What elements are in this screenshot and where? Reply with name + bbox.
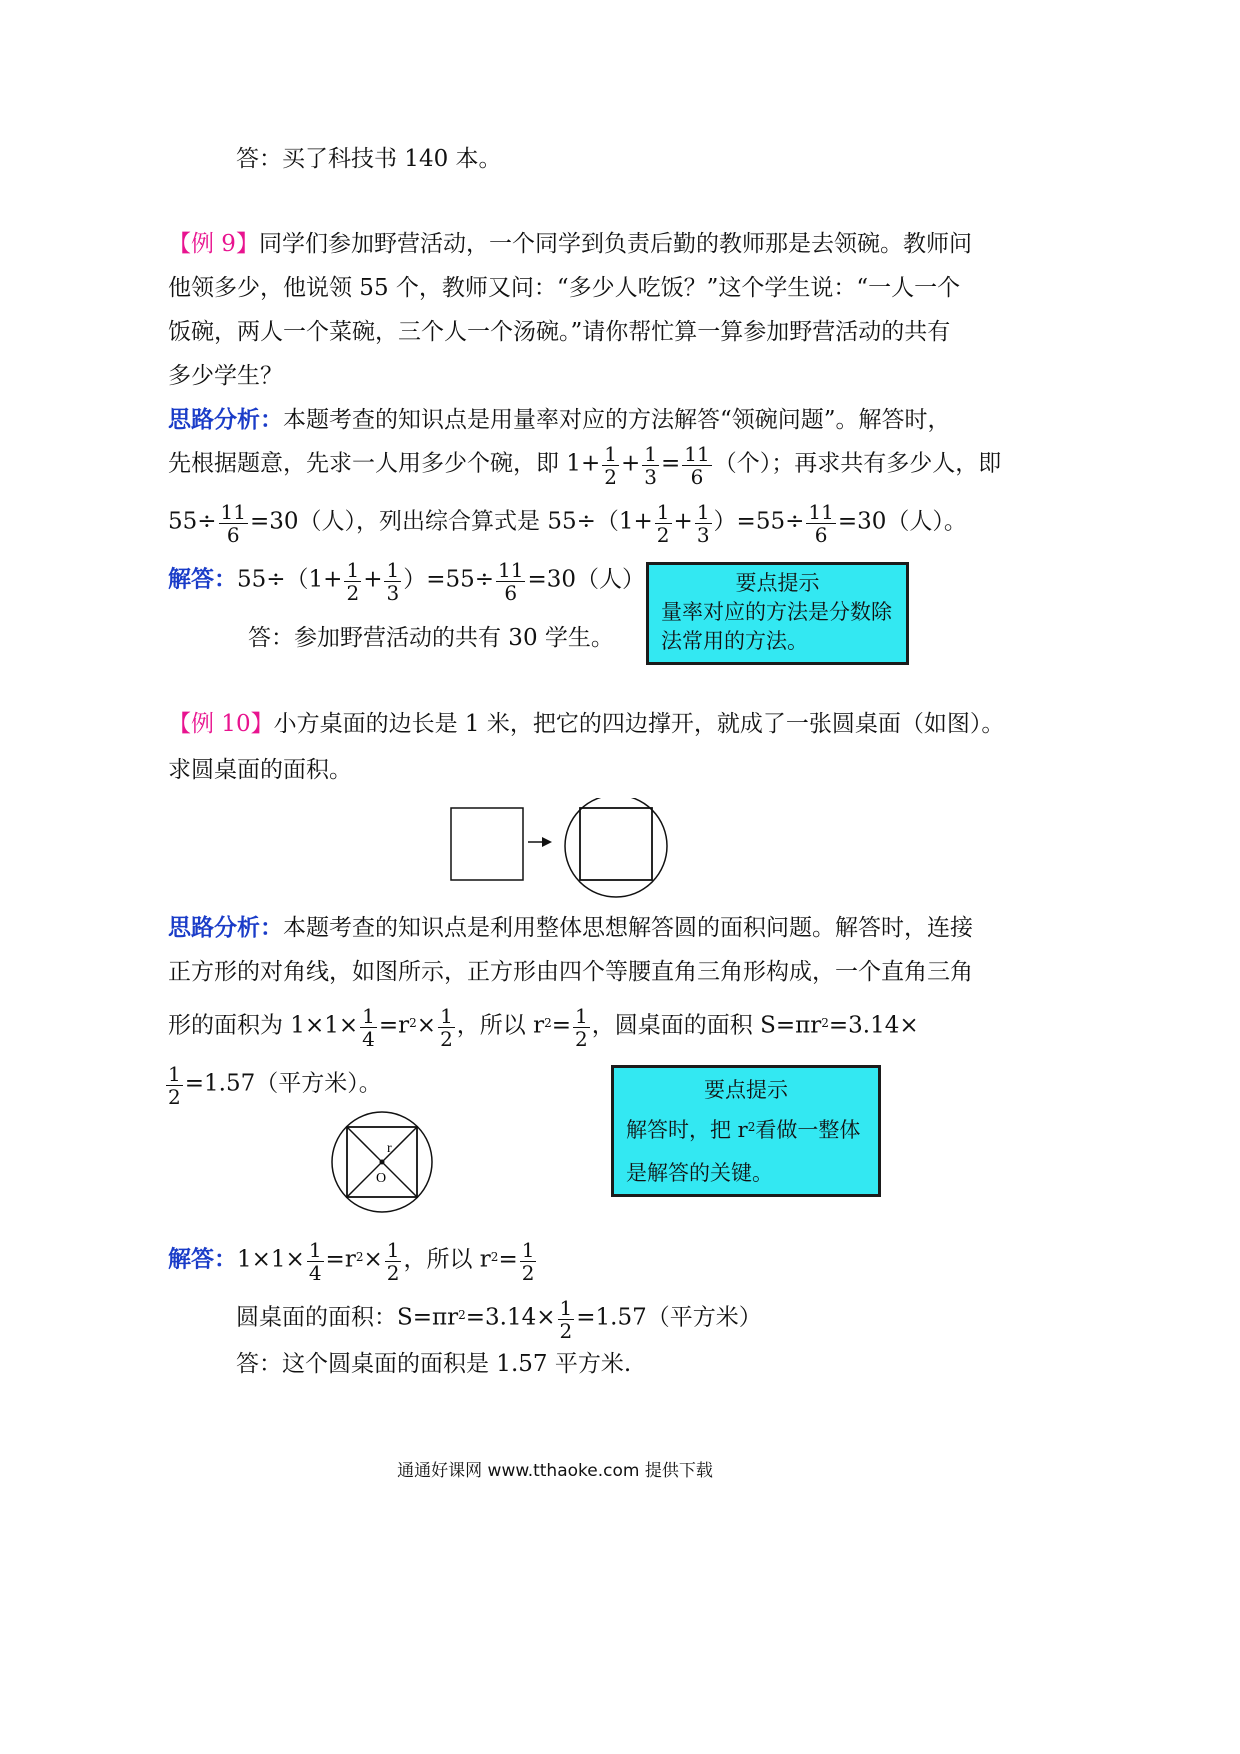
fraction-one-half: $\frac{1}{2}$	[168, 1062, 181, 1109]
analysis-text: 本题考查的知识点是用量率对应的方法解答“领碗问题”。解答时，	[283, 407, 951, 433]
example-10-analysis-2: 正方形的对角线，如图所示，正方形由四个等腰直角三角形构成，一个直角三角	[168, 959, 973, 985]
circle-diagonal-figure	[326, 1106, 438, 1218]
example-9-final-answer: 答：参加野营活动的共有 30 学生。	[248, 625, 614, 651]
example-10-text-1: 小方桌面的边长是 1 米，把它的四边撑开，就成了一张圆桌面（如图）。	[273, 711, 1005, 737]
fraction-one-quarter: $\frac{1}{4}$	[362, 1004, 375, 1051]
example-9-analysis-3: 55÷ $\frac{11}{6}$ =30（人），列出综合算式是 55÷（1+ $\frac{1}{2}$ + $\frac{1}{3}$ ）=55÷ $\frac{11}{6}$ =30（人）。	[168, 500, 967, 547]
fraction-one-third: $\frac{1}{3}$	[696, 500, 710, 547]
analysis-label: 思路分析：	[168, 914, 283, 941]
example-9-analysis-2: 先根据题意，先求一人用多少个碗，即 1+ $\frac{1}{2}$ + $\frac{1}{3}$ = $\frac{11}{6}$ （个）；再求共有多少人，即	[168, 442, 1002, 489]
example-10-analysis-1	[168, 914, 973, 942]
example-10-analysis-3: 形的面积为 1×1× $\frac{1}{4}$ $=r^2\times$ $\frac{1}{2}$ ，所以 $r^2=$ $\frac{1}{2}$ ，圆桌面的面积 $S=\pi r^2=3.14\times$	[168, 1004, 919, 1051]
solution-label: 解答：	[168, 565, 237, 593]
fraction-one-half: $\frac{1}{2}$	[575, 1004, 588, 1051]
tip-body: 是解答的关键。	[626, 1161, 773, 1185]
example-10-solution-2: 圆桌面的面积：$S=\pi r^2=3.14\times$ $\frac{1}{2}$ =1.57（平方米）	[236, 1296, 762, 1343]
fraction-one-half: $\frac{1}{2}$	[440, 1004, 453, 1051]
analysis-text: 本题考查的知识点是利用整体思想解答圆的面积问题。解答时，连接	[283, 915, 973, 941]
inscribed-square	[580, 808, 652, 880]
center-label: O	[376, 1171, 387, 1186]
fraction-eleven-sixths: $\frac{11}{6}$	[498, 558, 524, 605]
fraction-one-third: $\frac{1}{3}$	[644, 442, 657, 489]
fraction-eleven-sixths: $\frac{11}{6}$	[220, 500, 246, 547]
example-9-line-4: 多少学生？	[168, 363, 283, 389]
example-10-final-answer: 答：这个圆桌面的面积是 1.57 平方米.	[236, 1351, 632, 1377]
fraction-one-half: $\frac{1}{2}$	[346, 558, 360, 605]
radius-label: r	[387, 1141, 392, 1156]
analysis-text: 先根据题意，先求一人用多少个碗，即 1+	[168, 450, 601, 477]
example-9-analysis-1	[168, 406, 951, 434]
example-9-solution: 解答：55÷（1+ $\frac{1}{2}$ + $\frac{1}{3}$ ）=55÷ $\frac{11}{6}$ =30（人）	[168, 558, 646, 605]
fraction-one-third: $\frac{1}{3}$	[386, 558, 400, 605]
square-shape	[451, 808, 523, 880]
answer-8: 答：买了科技书 140 本。	[236, 146, 502, 172]
example-9-text-1: 同学们参加野营活动，一个同学到负责后勤的教师那是去领碗。教师问	[258, 231, 972, 257]
fraction-one-quarter: $\frac{1}{4}$	[308, 1238, 322, 1285]
tip-box-1	[646, 562, 909, 665]
example-10-analysis-4: $\frac{1}{2}$ =1.57（平方米）。	[168, 1062, 382, 1109]
square-to-circle-figure	[440, 798, 680, 898]
tip-title: 要点提示	[735, 571, 820, 595]
fraction-eleven-sixths: $\frac{11}{6}$	[684, 442, 710, 489]
page-footer: 通通好课网 www.tthaoke.com 提供下载	[397, 1461, 713, 1481]
analysis-text: （个）；再求共有多少人，即	[713, 450, 1002, 477]
example-10-line-1	[168, 710, 1004, 738]
tip-body: 量率对应的方法是分数除法常用的方法。	[661, 600, 892, 653]
example-9-line-3: 饭碗，两人一个菜碗，三个人一个汤碗。”请你帮忙算一算参加野营活动的共有	[168, 319, 951, 345]
solution-label: 解答：	[168, 1245, 237, 1273]
example-9-tag: 【例 9】	[168, 231, 259, 257]
fraction-one-half: $\frac{1}{2}$	[559, 1296, 573, 1343]
fraction-one-half: $\frac{1}{2}$	[386, 1238, 400, 1285]
example-9-line-1	[168, 230, 972, 258]
arrow-right-icon	[542, 837, 552, 847]
example-10-solution-1: 解答：1×1× $\frac{1}{4}$ $=r^2\times$ $\frac{1}{2}$ ，所以 $r^2=$ $\frac{1}{2}$	[168, 1238, 535, 1285]
center-dot	[380, 1160, 385, 1165]
example-9-line-2: 他领多少，他说领 55 个，教师又问：“多少人吃饭？”这个学生说：“一人一个	[168, 275, 961, 301]
tip-body: 解答时，把 $r^2$看做一整体	[626, 1118, 861, 1142]
example-10-line-2: 求圆桌面的面积。	[168, 757, 352, 783]
example-10-tag: 【例 10】	[168, 711, 274, 737]
analysis-label: 思路分析：	[168, 406, 283, 433]
fraction-one-half: $\frac{1}{2}$	[656, 500, 670, 547]
fraction-eleven-sixths: $\frac{11}{6}$	[808, 500, 834, 547]
fraction-one-half: $\frac{1}{2}$	[604, 442, 617, 489]
tip-box-2	[611, 1065, 881, 1197]
tip-title: 要点提示	[704, 1078, 788, 1102]
analysis-text: =30（人），列出综合算式是 55÷（1+	[250, 508, 653, 535]
fraction-one-half: $\frac{1}{2}$	[521, 1238, 535, 1285]
